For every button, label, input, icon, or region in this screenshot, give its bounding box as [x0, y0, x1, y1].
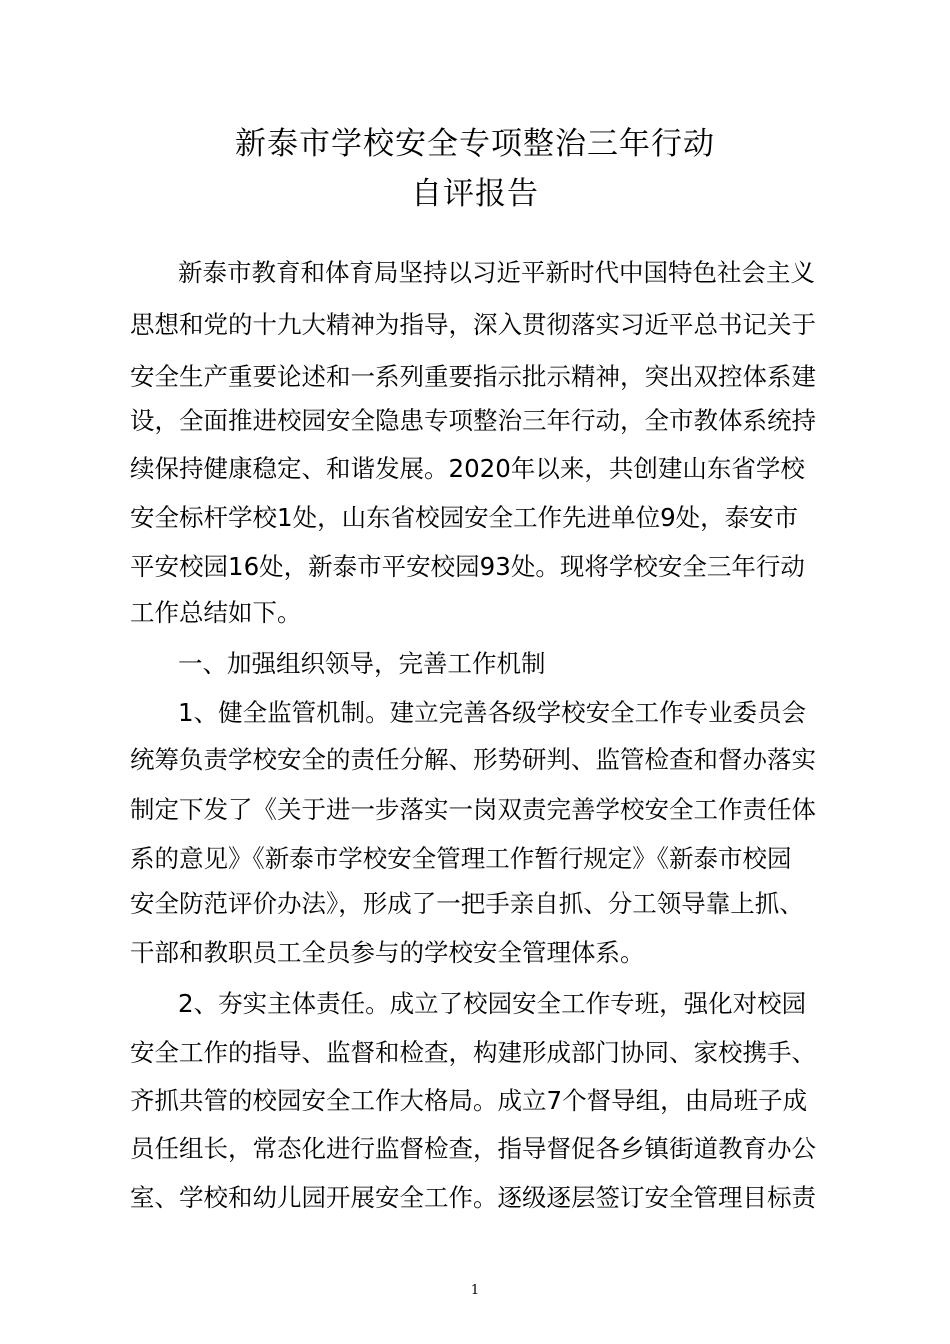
- body-line: 制定下发了《关于进一步落实一岗双责完善学校安全工作责任体: [130, 795, 816, 824]
- body-line: 安全标杆学校1处，山东省校园安全工作先进单位9处，泰安市: [130, 503, 799, 532]
- body-line: 思想和党的十九大精神为指导，深入贯彻落实习近平总书记关于: [130, 310, 816, 339]
- body-line: 安全工作的指导、监督和检查，构建形成部门协同、家校携手、: [130, 1038, 816, 1067]
- body-line: 平安校园16处，新泰市平安校园93处。现将学校安全三年行动: [130, 552, 805, 581]
- body-line: 室、学校和幼儿园开展安全工作。逐级逐层签订安全管理目标责: [130, 1183, 816, 1212]
- body-line: 系的意见》《新泰市学校安全管理工作暂行规定》《新泰市校园: [130, 844, 792, 873]
- body-line: 安全防范评价办法》，形成了一把手亲自抓、分工领导靠上抓、: [130, 889, 804, 918]
- body-line: 统筹负责学校安全的责任分解、形势研判、监管检查和督办落实: [130, 745, 816, 774]
- title-line-1: 新泰市学校安全专项整治三年行动: [235, 126, 715, 162]
- body-line: 2、夯实主体责任。成立了校园安全工作专班，强化对校园: [178, 989, 807, 1018]
- body-line: 1、健全监管机制。建立完善各级学校安全工作专业委员会: [178, 698, 807, 727]
- title-line-2: 自评报告: [411, 176, 539, 212]
- page-number: 1: [470, 1283, 480, 1298]
- section-heading: 一、加强组织领导，完善工作机制: [178, 649, 546, 678]
- body-line: 安全生产重要论述和一系列重要指示批示精神，突出双控体系建: [130, 362, 816, 391]
- body-line: 新泰市教育和体育局坚持以习近平新时代中国特色社会主义: [178, 258, 815, 287]
- body-line: 员任组长，常态化进行监督检查，指导督促各乡镇街道教育办公: [130, 1134, 816, 1163]
- body-line: 设，全面推进校园安全隐患专项整治三年行动，全市教体系统持: [130, 406, 816, 435]
- body-line: 工作总结如下。: [130, 598, 302, 627]
- body-line: 齐抓共管的校园安全工作大格局。成立7个督导组，由局班子成: [130, 1086, 808, 1115]
- body-line: 续保持健康稳定、和谐发展。2020年以来，共创建山东省学校: [130, 454, 805, 483]
- body-line: 干部和教职员工全员参与的学校安全管理体系。: [130, 938, 645, 967]
